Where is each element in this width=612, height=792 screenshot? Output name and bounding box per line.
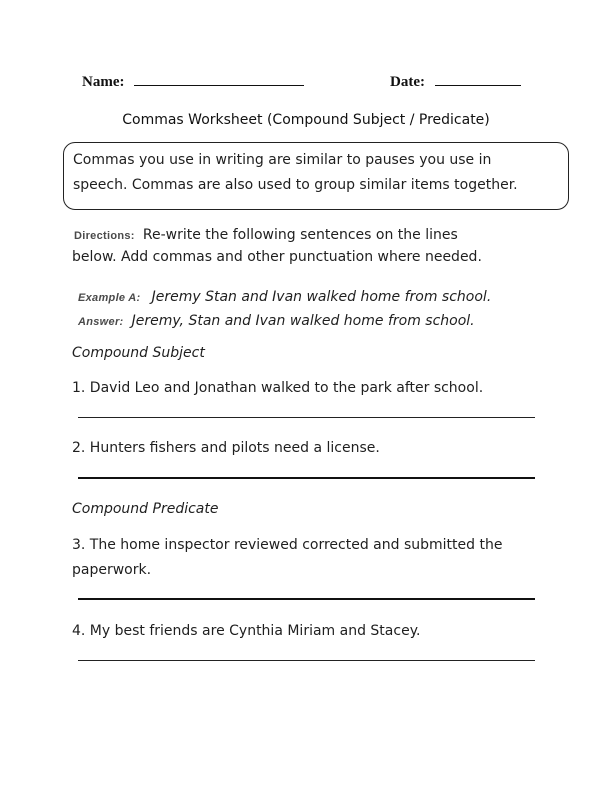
answer-line-4[interactable] (78, 660, 535, 661)
name-field (82, 72, 304, 91)
question-2: 2. Hunters fishers and pilots need a license. (72, 440, 380, 456)
worksheet-title: Commas Worksheet (Compound Subject / Predicate) (122, 112, 490, 128)
answer-line-1[interactable] (78, 417, 535, 418)
example-label: Example A: (78, 292, 141, 304)
answer-row (78, 310, 475, 329)
date-blank-line[interactable] (435, 72, 521, 86)
question-3-line-1: 3. The home inspector reviewed corrected and submitted the (72, 537, 503, 553)
name-label: Name: (82, 74, 125, 90)
question-3-line-2: paperwork. (72, 562, 152, 578)
question-1: 1. David Leo and Jonathan walked to the park after school. (72, 380, 484, 396)
directions-row (74, 224, 458, 243)
directions-line-2: below. Add commas and other punctuation where needed. (72, 249, 482, 265)
section-compound-subject: Compound Subject (72, 345, 205, 361)
directions-line-1: Re-write the following sentences on the lines (142, 227, 458, 243)
directions-label: Directions: (74, 230, 135, 242)
answer-line-2[interactable] (78, 477, 535, 479)
answer-line-3[interactable] (78, 598, 535, 600)
answer-text: Jeremy, Stan and Ivan walked home from school. (131, 313, 475, 329)
section-compound-predicate: Compound Predicate (72, 501, 219, 517)
example-text: Jeremy Stan and Ivan walked home from school. (151, 289, 492, 305)
example-row (78, 286, 491, 305)
date-label: Date: (390, 74, 425, 90)
question-4: 4. My best friends are Cynthia Miriam and Stacey. (72, 623, 421, 639)
info-line-2: speech. Commas are also used to group similar items together. (73, 177, 518, 193)
info-line-1: Commas you use in writing are similar to pauses you use in (73, 152, 492, 168)
name-blank-line[interactable] (134, 72, 304, 86)
answer-label: Answer: (78, 316, 124, 328)
date-field (390, 72, 521, 91)
